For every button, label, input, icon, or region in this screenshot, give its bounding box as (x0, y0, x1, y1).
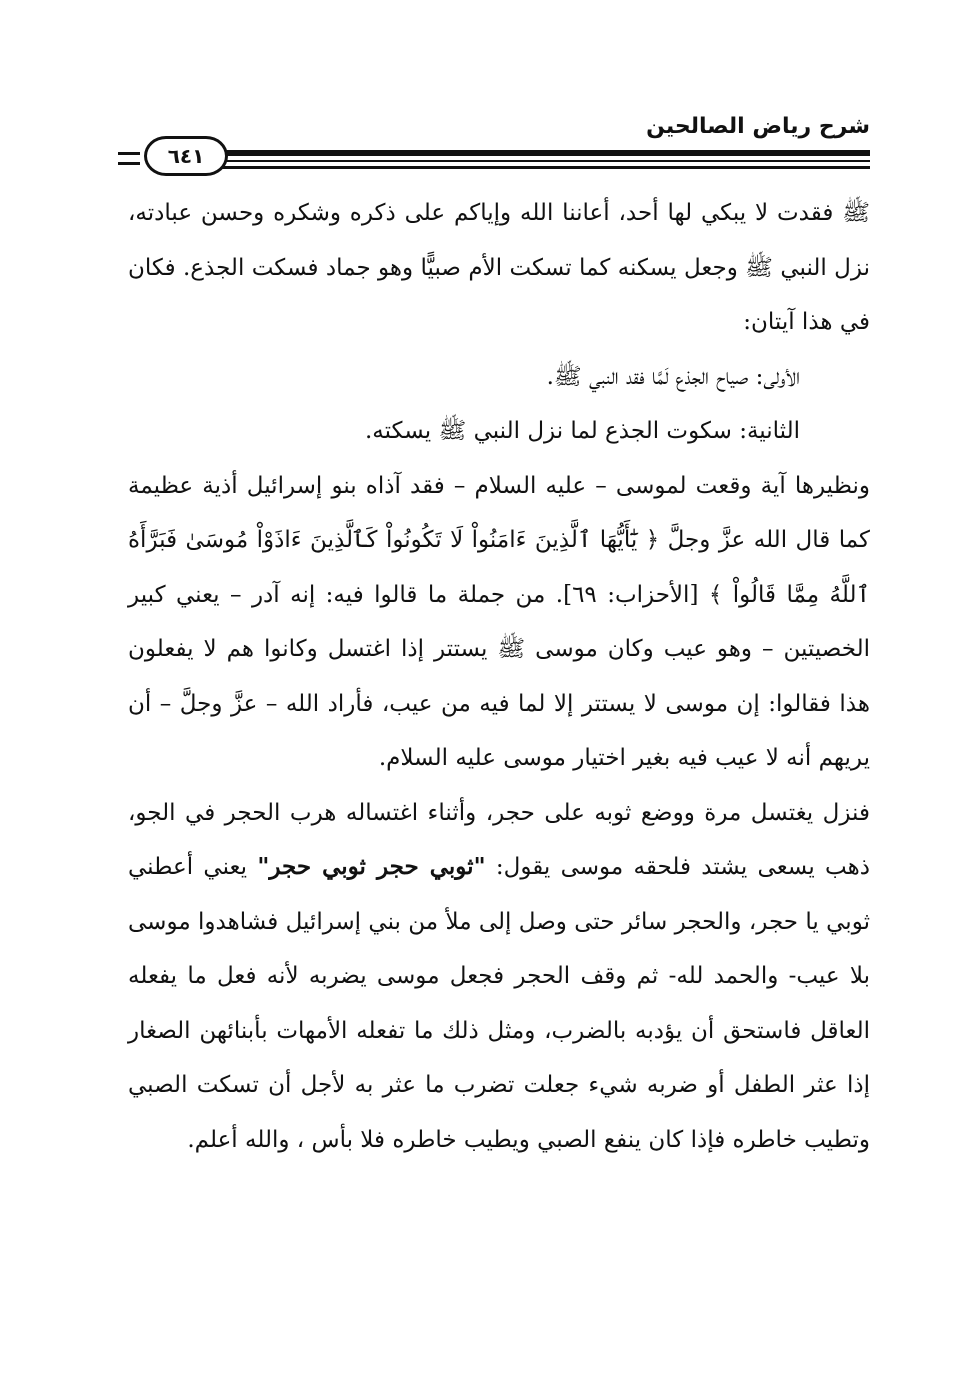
stone-story-rest: يعني أعطني ثوبي يا حجر، والحجر سائر حتى وصل إلى ملأ من بني إسرائيل فشاهدوا موسى بلا عيب- والحمد لله- ثم وقف الحجر فجعل موسى يضربه لأنه فعل ما يفعله العاقل فاستحق أن يؤدبه بالضرب، ومثل ذلك ما تفعله الأمهات بأبنائهن الصغار إذا عثر الطفل أو ضربه شيء جعلت تضرب ما عثر به لأجل أن تسكت الصبي وتطيب خاطره فإذا كان ينفع الصبي ويطيب خاطره فلا بأس ، والله أعلم. (128, 854, 870, 1153)
page-number: ٦٤١ (144, 136, 228, 176)
page-header (118, 110, 870, 182)
header-rule-stub-bottom (118, 162, 140, 165)
paragraph-musa-story: ونظيرها آية وقعت لموسى – عليه السلام – فقد آذاه بنو إسرائيل أذية عظيمة كما قال الله عزَّ وجلَّ ﴿ يَٰٓأَيُّهَا ٱلَّذِينَ ءَامَنُواْ لَا تَكُونُواْ كَٱلَّذِينَ ءَاذَوْاْ مُوسَىٰ فَبَرَّأَهُ ٱللَّهُ مِمَّا قَالُواْ ﴾ [الأحزاب: ٦٩]. من جملة ما قالوا فيه: إنه آدر – يعني كبير الخصيتين – وهو عيب وكان موسى ﷺ يستتر إذا اغتسل وكانوا هم لا يفعلون هذا فقالوا: إن موسى لا يستتر إلا لما فيه من عيب، فأراد الله – عزَّ وجلَّ – أن يريهم أنه لا عيب فيه بغير اختيار موسى عليه السلام. (128, 472, 870, 771)
header-rule-stub-top (118, 152, 140, 155)
header-rule-thick (210, 150, 870, 156)
header-rule-thin (210, 160, 870, 162)
paragraph-jidh-story: ﷺ فقدت لا يبكي لها أحد، أعاننا الله وإياكم على ذكره وشكره وحسن عبادته، نزل النبي ﷺ وجعل يسكنه كما تسكت الأم صبيًّا وهو جماد فسكت الجذع. فكان في هذا آيتان: (128, 200, 870, 335)
list-item-first-sign: الأولى: صياح الجذع لَمَّا فقد النبي ﷺ. (546, 363, 800, 390)
paragraph-stone-story (128, 786, 870, 1168)
book-title: شرح رياض الصالحين (646, 114, 870, 139)
body-text (128, 186, 870, 1167)
list-item-second-sign: الثانية: سكوت الجذع لما نزل النبي ﷺ يسكته. (364, 418, 800, 444)
stone-story-intro: فنزل يغتسل مرة ووضع ثوبه على حجر، وأثناء اغتساله هرب الحجر في الجو، ذهب يسعى يشتد فلحقه موسى يقول: (128, 799, 870, 880)
header-rule-bottom (210, 166, 870, 169)
musa-quote: "ثوبي حجر ثوبي حجر" (257, 853, 486, 880)
